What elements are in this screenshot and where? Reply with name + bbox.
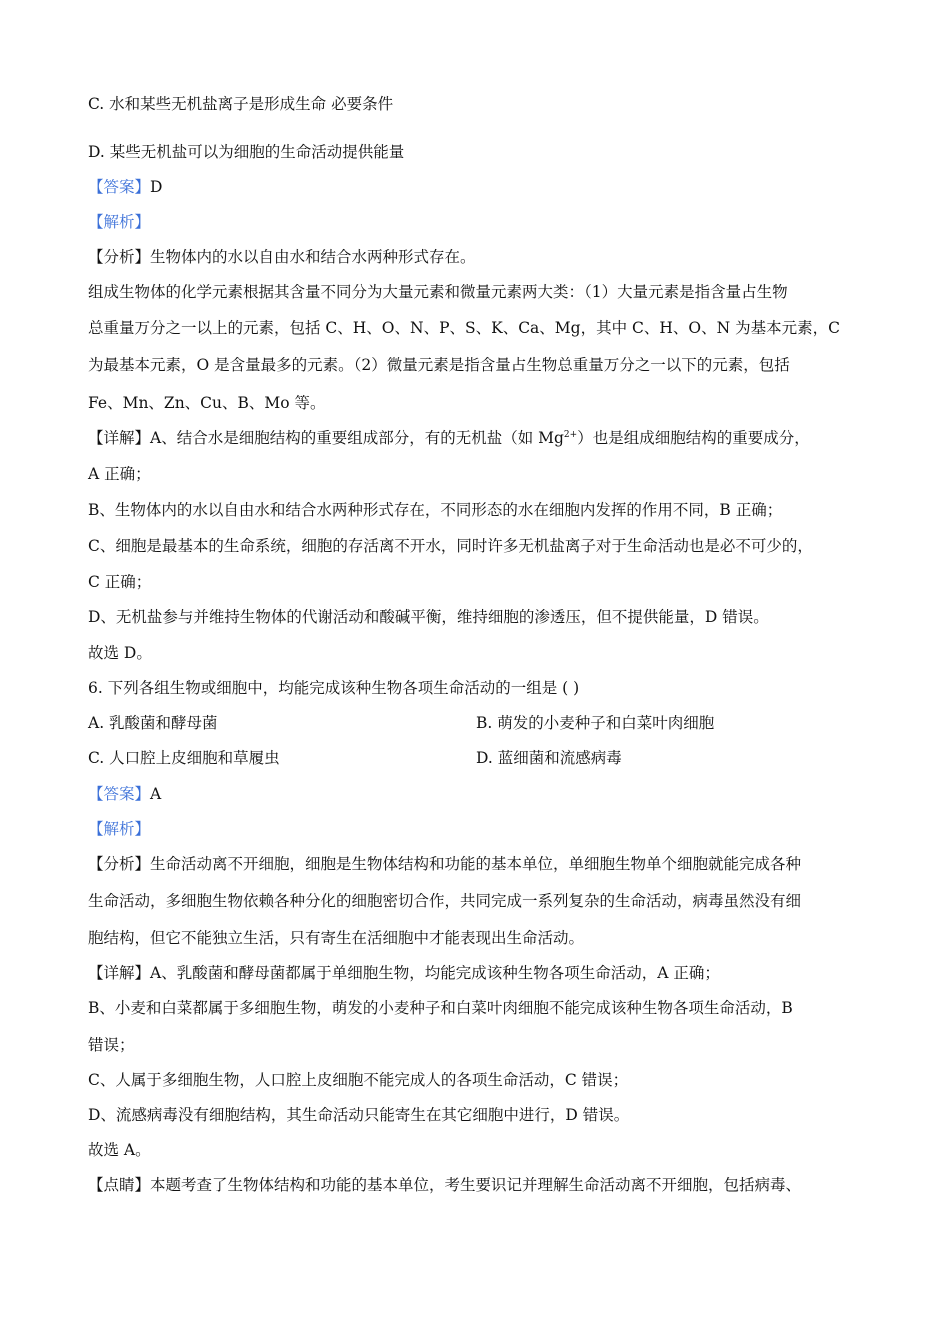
q5-analysis-line-3: 总重量万分之一以上的元素，包括 C、H、O、N、P、S、K、Ca、Mg，其中 C、H、O、N 为基本元素，C <box>88 319 840 337</box>
q6-detail-line-2: B、小麦和白菜都属于多细胞生物，萌发的小麦种子和白菜叶肉细胞不能完成该种生物各项生命活动，B <box>88 999 793 1017</box>
q5-detail-superscript: 2+ <box>563 429 578 440</box>
q5-answer-value: D <box>150 178 163 196</box>
q6-question: 6. 下列各组生物或细胞中，均能完成该种生物各项生命活动的一组是 ( ) <box>88 679 580 697</box>
q5-answer-line <box>88 177 162 197</box>
q6-answer-value: A <box>150 785 162 803</box>
q5-detail-line-6: D、无机盐参与并维持生物体的代谢活动和酸碱平衡，维持细胞的渗透压，但不提供能量，D 错误。 <box>88 608 769 626</box>
q6-detail-line-3: 错误； <box>88 1036 135 1054</box>
q5-detail-text-1b: ）也是组成细胞结构的重要成分， <box>577 429 810 447</box>
q5-analysis-line-2: 组成生物体的化学元素根据其含量不同分为大量元素和微量元素两大类：（1）大量元素是指含量占生物 <box>88 283 788 301</box>
q5-analysis-line-1 <box>88 247 476 267</box>
q5-analysis-tag: 【分析】 <box>88 248 151 266</box>
q5-option-c: C. 水和某些无机盐离子是形成生命 必要条件 <box>88 95 394 113</box>
q5-detail-line-3: B、生物体内的水以自由水和结合水两种形式存在，不同形态的水在细胞内发挥的作用不同，B 正确； <box>88 501 783 519</box>
q6-option-c: C. 人口腔上皮细胞和草履虫 <box>88 749 280 767</box>
q6-analysis-line-2: 生命活动，多细胞生物依赖各种分化的细胞密切合作，共同完成一系列复杂的生命活动，病毒虽然没有细 <box>88 892 802 910</box>
q6-option-d: D. 蓝细菌和流感病毒 <box>476 749 622 767</box>
q5-analysis-text-1: 生物体内的水以自由水和结合水两种形式存在。 <box>150 248 476 266</box>
q5-conclusion: 故选 D。 <box>88 644 152 662</box>
q6-detail-line-1: 【详解】A、乳酸菌和酵母菌都属于单细胞生物，均能完成该种生物各项生命活动，A 正确； <box>88 964 720 982</box>
q5-detail-text-1a: 【详解】A、结合水是细胞结构的重要组成部分，有的无机盐（如 Mg <box>88 429 564 447</box>
q5-answer-tag: 【答案】 <box>88 178 151 196</box>
q5-option-d: D. 某些无机盐可以为细胞的生命活动提供能量 <box>88 143 405 161</box>
q5-analysis-line-4: 为最基本元素，O 是含量最多的元素。（2）微量元素是指含量占生物总重量万分之一以下的元素，包括 <box>88 356 790 374</box>
q6-conclusion: 故选 A。 <box>88 1141 151 1159</box>
q5-detail-line-2: A 正确； <box>88 465 151 483</box>
q6-analysis-line-1: 【分析】生命活动离不开细胞，细胞是生物体结构和功能的基本单位，单细胞生物单个细胞就能完成各种 <box>88 855 802 873</box>
q5-explain-tag: 【解析】 <box>88 213 151 231</box>
q6-option-b: B. 萌发的小麦种子和白菜叶肉细胞 <box>476 714 715 732</box>
q5-detail-line-1 <box>88 428 810 448</box>
q6-detail-line-4: C、人属于多细胞生物，人口腔上皮细胞不能完成人的各项生命活动，C 错误； <box>88 1071 629 1089</box>
q6-analysis-line-3: 胞结构，但它不能独立生活，只有寄生在活细胞中才能表现出生命活动。 <box>88 929 585 947</box>
q5-detail-line-5: C 正确； <box>88 573 152 591</box>
q6-answer-tag: 【答案】 <box>88 785 151 803</box>
q6-comment: 【点睛】本题考查了生物体结构和功能的基本单位，考生要识记并理解生命活动离不开细胞，包括病毒、 <box>88 1176 802 1194</box>
q6-option-a: A. 乳酸菌和酵母菌 <box>88 714 218 732</box>
q5-analysis-line-5: Fe、Mn、Zn、Cu、B、Mo 等。 <box>88 394 326 412</box>
q6-answer-line <box>88 784 161 804</box>
q6-detail-line-5: D、流感病毒没有细胞结构，其生命活动只能寄生在其它细胞中进行，D 错误。 <box>88 1106 630 1124</box>
q6-explain-tag: 【解析】 <box>88 820 151 838</box>
q5-detail-line-4: C、细胞是最基本的生命系统，细胞的存活离不开水，同时许多无机盐离子对于生命活动也是必不可少的， <box>88 537 813 555</box>
